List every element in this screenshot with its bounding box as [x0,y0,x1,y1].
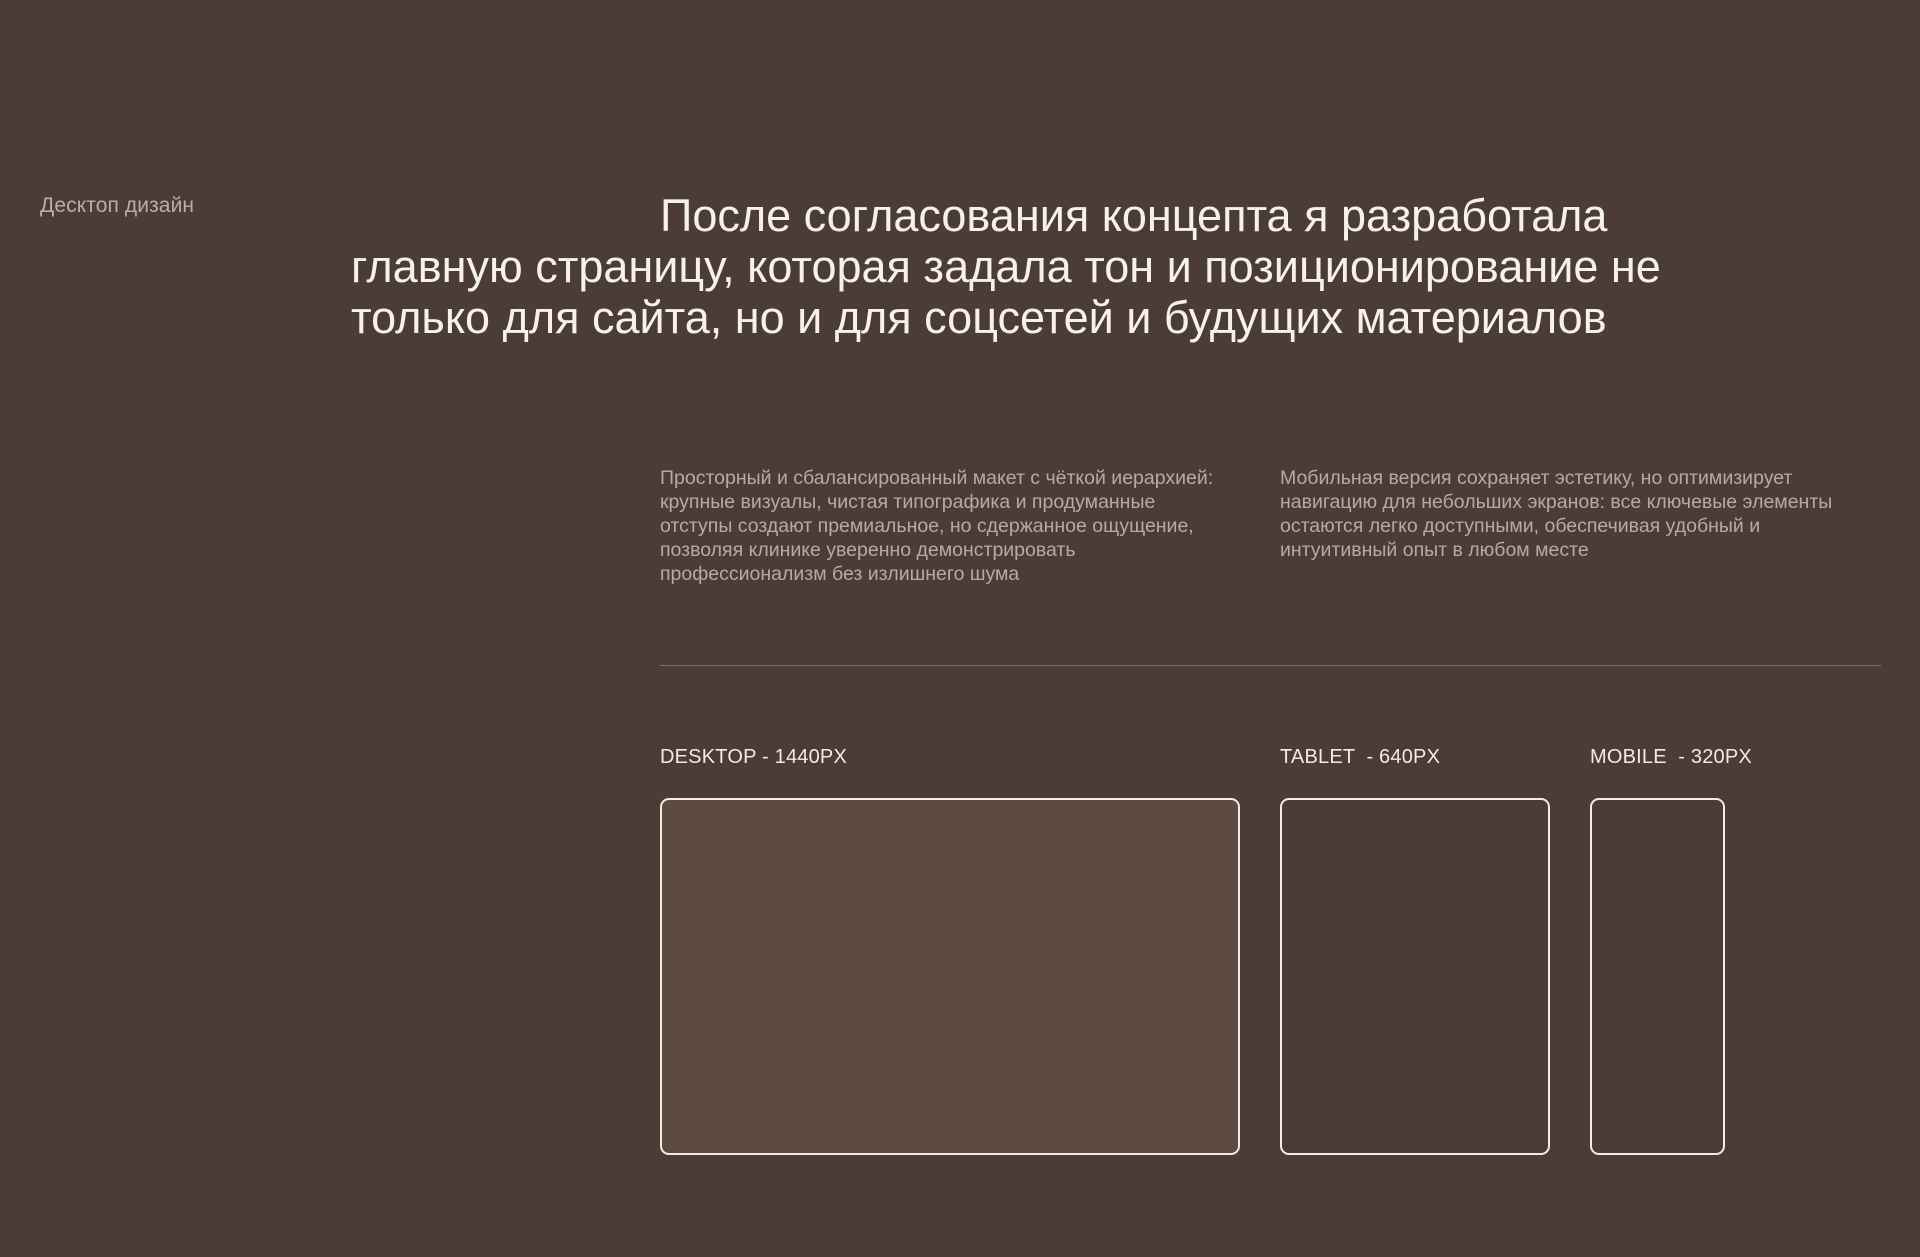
section-label: Десктоп дизайн [40,194,195,217]
desktop-description: Просторный и сбалансированный макет с чёткой иерархией: крупные визуалы, чистая типографика и продуманные отступы создают премиальное, но сдержанное ощущение, позволяя клинике уверенно демонстрировать профессионализм без излишнего шума [660,467,1214,585]
device-label-mobile: MOBILE - 320PX [1590,746,1752,768]
divider [660,665,1881,666]
tablet-frame [1280,798,1550,1155]
desktop-frame [660,798,1240,1155]
mobile-frame [1590,798,1725,1155]
device-label-desktop: DESKTOP - 1440PX [660,746,847,768]
mobile-description: Мобильная версия сохраняет эстетику, но оптимизирует навигацию для небольших экранов: все ключевые элементы остаются легко доступными, обеспечивая удобный и интуитивный опыт в любом месте [1280,467,1833,561]
headline: После согласования концепта я разработала главную страницу, которая задала тон и позиционирование не только для сайта, но и для соцсетей и будущих материалов [351,190,1661,343]
device-label-tablet: TABLET - 640PX [1280,746,1441,768]
